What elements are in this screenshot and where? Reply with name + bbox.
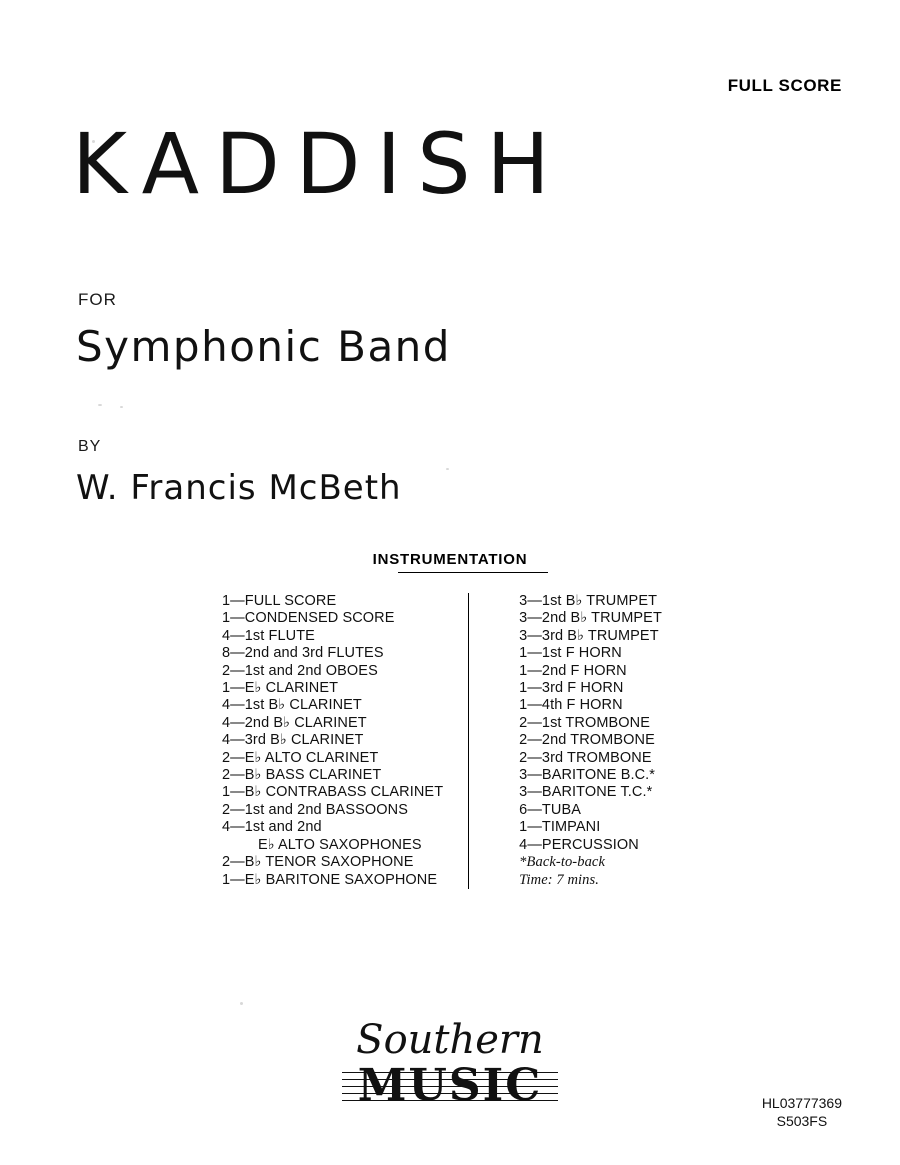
list-item: 3—2nd B♭ TRUMPET	[519, 610, 662, 627]
list-item: 2—1st and 2nd BASSOONS	[222, 801, 408, 818]
list-item: 1—3rd F HORN	[519, 680, 624, 697]
footnote-duration: Time: 7 mins.	[519, 871, 600, 888]
list-item: 2—B♭ TENOR SAXOPHONE	[222, 854, 414, 871]
list-item: 8—2nd and 3rd FLUTES	[222, 645, 384, 662]
by-label: BY	[78, 438, 102, 455]
catalog-codes	[762, 1094, 842, 1130]
catalog-item-number: S503FS	[776, 1113, 828, 1129]
list-item: 1—2nd F HORN	[519, 662, 627, 679]
list-item: 3—3rd B♭ TRUMPET	[519, 627, 659, 644]
instrumentation-list	[222, 593, 692, 889]
list-item: 2—B♭ BASS CLARINET	[222, 767, 382, 784]
publisher-name-script: Southern	[356, 1017, 544, 1063]
list-item: 1—FULL SCORE	[222, 593, 337, 609]
composer-name: W. Francis McBeth	[76, 468, 402, 508]
list-item: 1—B♭ CONTRABASS CLARINET	[222, 784, 444, 801]
list-item: 2—E♭ ALTO CLARINET	[222, 749, 379, 766]
ensemble-subtitle: Symphonic Band	[76, 322, 451, 371]
for-label: FOR	[78, 290, 117, 309]
list-item: 4—1st FLUTE	[222, 627, 315, 644]
list-item: 4—3rd B♭ CLARINET	[222, 732, 364, 749]
list-item: 1—CONDENSED SCORE	[222, 610, 395, 627]
publisher-name-block: MUSIC	[357, 1060, 543, 1111]
list-item: 2—2nd TROMBONE	[519, 732, 655, 749]
catalog-hl-number: HL03777369	[761, 1095, 842, 1111]
instrumentation-heading-rule	[398, 572, 548, 573]
list-item: 2—1st TROMBONE	[519, 714, 651, 731]
page-title: KADDISH	[72, 115, 566, 213]
list-item: 1—4th F HORN	[519, 697, 623, 714]
list-item: 4—1st B♭ CLARINET	[222, 697, 362, 714]
list-item: 2—1st and 2nd OBOES	[222, 662, 378, 679]
list-item: 1—TIMPANI	[519, 819, 601, 836]
list-item: E♭ ALTO SAXOPHONES	[258, 836, 422, 853]
list-item: 3—BARITONE B.C.*	[519, 767, 656, 784]
list-item: 1—E♭ CLARINET	[222, 680, 339, 697]
instrumentation-heading: INSTRUMENTATION	[372, 551, 528, 568]
list-item: 4—PERCUSSION	[519, 836, 639, 853]
list-item: 6—TUBA	[519, 801, 581, 818]
list-item: 3—BARITONE T.C.*	[519, 784, 653, 801]
list-item: 1—1st F HORN	[519, 645, 622, 662]
list-item: 4—2nd B♭ CLARINET	[222, 714, 367, 731]
list-item: 3—1st B♭ TRUMPET	[519, 593, 658, 609]
instrumentation-left-column	[222, 593, 455, 889]
instrumentation-right-column	[455, 593, 692, 889]
list-item: 4—1st and 2nd	[222, 819, 322, 836]
list-item: 1—E♭ BARITONE SAXOPHONE	[222, 871, 438, 888]
list-item: 2—3rd TROMBONE	[519, 749, 652, 766]
full-score-label: FULL SCORE	[727, 76, 842, 95]
footnote-backtoback: *Back-to-back	[519, 854, 605, 871]
